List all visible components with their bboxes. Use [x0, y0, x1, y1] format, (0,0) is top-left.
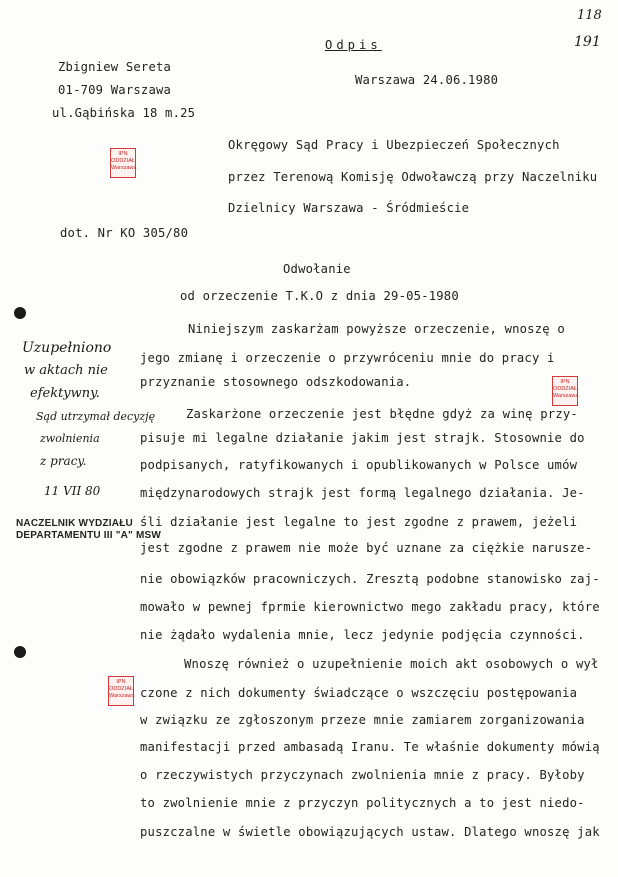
body-line: to zwolnienie mnie z przyczyn politycznych a to jest niedo-: [140, 796, 585, 810]
handwritten-note-line: Sąd utrzymał decyzję: [36, 410, 156, 423]
handwritten-note-line: 11 VII 80: [44, 484, 101, 498]
body-line: Wnoszę również o uzupełnienie moich akt osobowych o wył: [184, 657, 599, 671]
body-line: Zaskarżone orzeczenie jest błędne gdyż za winę przy-: [186, 407, 578, 421]
official-stamp-line-1: NACZELNIK WYDZIAŁU: [16, 518, 133, 529]
handwritten-note-line: Uzupełniono: [22, 340, 112, 356]
body-line: jego zmianę i orzeczenie o przywróceniu mnie do pracy i: [140, 351, 555, 365]
ipn-stamp: IPN ODDZIAŁ Warszawa: [108, 676, 134, 706]
body-line: manifestacji przed ambasadą Iranu. Te właśnie dokumenty mówią: [140, 740, 600, 754]
official-stamp-line-2: DEPARTAMENTU III "A" MSW: [16, 530, 162, 541]
ipn-stamp: IPN ODDZIAŁ Warszawa: [552, 376, 578, 406]
body-line: o rzeczywistych przyczynach zwolnienia mnie z pracy. Byłoby: [140, 768, 585, 782]
body-line: Niniejszym zaskarżam powyższe orzeczenie, wnoszę o: [188, 322, 565, 336]
page-number-top: 118: [577, 8, 602, 23]
document-date: Warszawa 24.06.1980: [355, 73, 499, 87]
body-line: nie obowiązków pracowniczych. Zresztą podobne stanowisko zaj-: [140, 572, 600, 586]
body-line: w związku ze zgłoszonym przeze mnie zamiarem zorganizowania: [140, 713, 585, 727]
page-number-second: 191: [574, 34, 601, 50]
handwritten-note-line: efektywny.: [30, 386, 100, 401]
subject-line: od orzeczenie T.K.O z dnia 29-05-1980: [180, 289, 459, 303]
body-line: nie żądało wydalenia mnie, lecz jedynie podjęcia czynności.: [140, 628, 585, 642]
handwritten-note-line: w aktach nie: [24, 363, 108, 378]
sender-city: 01-709 Warszawa: [58, 83, 172, 97]
body-line: międzynarodowych strajk jest formą legalnego działania. Je-: [140, 486, 585, 500]
body-line: czone z nich dokumenty świadczące o wszczęciu postępowania: [140, 686, 578, 700]
body-line: jest zgodne z prawem nie może być uznane za ciężkie narusze-: [140, 541, 593, 555]
recipient-line-2: przez Terenową Komisję Odwoławczą przy Naczelniku: [228, 170, 598, 184]
body-line: śli działanie jest legalne to jest zgodne z prawem, jeżeli: [140, 515, 578, 529]
handwritten-note-line: z pracy.: [40, 454, 87, 468]
body-line: podpisanych, ratyfikowanych i opublikowanych w Polsce umów: [140, 458, 578, 472]
handwritten-note-line: zwolnienia: [40, 432, 100, 445]
sender-name: Zbigniew Sereta: [58, 60, 172, 74]
recipient-line-3: Dzielnicy Warszawa - Śródmieście: [228, 201, 470, 215]
punch-hole: [14, 307, 26, 319]
body-line: mowało w pewnej fprmie kierownictwo mego zakładu pracy, które: [140, 600, 600, 614]
body-line: puszczalne w świetle obowiązujących ustaw. Dlatego wnoszę jak: [140, 825, 600, 839]
punch-hole: [14, 646, 26, 658]
document-title: Odpis: [325, 38, 382, 52]
body-line: przyznanie stosownego odszkodowania.: [140, 375, 412, 389]
subject-title: Odwołanie: [283, 262, 351, 276]
body-line: pisuje mi legalne działanie jakim jest strajk. Stosownie do: [140, 431, 585, 445]
recipient-line-1: Okręgowy Sąd Pracy i Ubezpieczeń Społecznych: [228, 138, 560, 152]
sender-street: ul.Gąbińska 18 m.25: [52, 106, 196, 120]
reference-number: dot. Nr KO 305/80: [60, 226, 189, 240]
ipn-stamp: IPN ODDZIAŁ Warszawa: [110, 148, 136, 178]
